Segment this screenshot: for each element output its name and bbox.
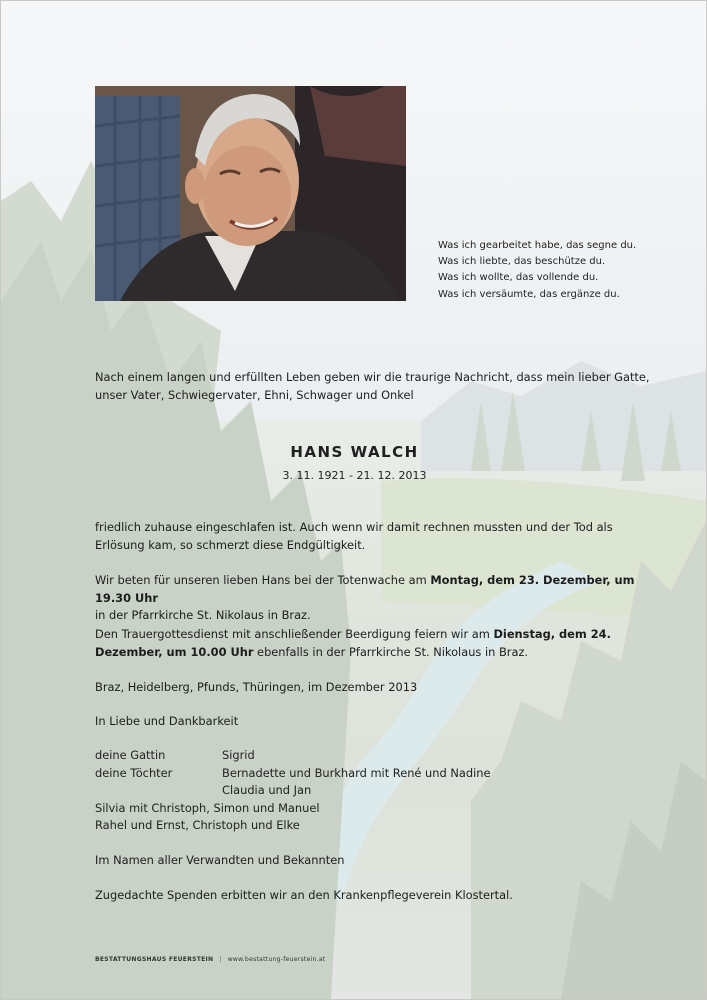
mourner-names: Sigrid <box>222 748 255 762</box>
mourner-label: deine Gattin <box>95 748 166 762</box>
portrait-illustration <box>95 86 406 301</box>
portrait-photo <box>95 86 406 301</box>
motto-verse <box>438 238 636 303</box>
relatives-line: Im Namen aller Verwandten und Bekannten <box>95 853 345 867</box>
mourner-row-wife <box>95 747 255 764</box>
mourner-names: Claudia und Jan <box>222 783 312 797</box>
funeral-text: Den Trauergottesdienst mit anschließender Beerdigung feiern wir am <box>95 627 494 641</box>
mourner-row-grandchildren-1: Silvia mit Christoph, Simon und Manuel <box>95 801 320 815</box>
motto-line: Was ich wollte, das vollende du. <box>438 272 599 284</box>
mourner-names: Bernadette und Burkhard mit René und Nadine <box>222 766 491 780</box>
wake-text: Wir beten für unseren lieben Hans bei der Totenwache am <box>95 573 431 587</box>
place-date: Braz, Heidelberg, Pfunds, Thüringen, im Dezember 2013 <box>95 680 418 694</box>
mourner-row-daughters <box>95 765 491 782</box>
funeral-location: ebenfalls in der Pfarrkirche St. Nikolaus in Braz. <box>253 644 529 659</box>
deceased-name: HANS WALCH <box>290 443 419 461</box>
donation-note: Zugedachte Spenden erbitten wir an den Krankenpflegeverein Klostertal. <box>95 888 513 902</box>
footer <box>95 956 325 963</box>
intro-paragraph: Nach einem langen und erfüllten Leben geben wir die traurige Nachricht, dass mein lieber Gatte, unser Vater, Schwiegervater, Ehni, Schwager und Onkel <box>95 370 650 402</box>
funeral-home-name: BESTATTUNGSHAUS FEUERSTEIN <box>95 956 214 963</box>
life-dates: 3. 11. 1921 - 21. 12. 2013 <box>282 469 427 482</box>
motto-line: Was ich liebte, das beschütze du. <box>438 256 606 268</box>
wake-date-time: Montag, dem 23. Dezember, um 19.30 Uhr <box>95 573 635 605</box>
motto-line: Was ich gearbeitet habe, das segne du. <box>438 240 637 251</box>
closing-line: In Liebe und Dankbarkeit <box>95 714 239 728</box>
wake-paragraph <box>95 572 655 625</box>
motto-line: Was ich versäumte, das ergänze du. <box>438 288 620 300</box>
footer-separator: | <box>219 956 222 963</box>
mourner-label: deine Töchter <box>95 766 173 780</box>
funeral-date-time: Dienstag, dem 24. Dezember, um 10.00 Uhr <box>95 627 611 659</box>
funeral-paragraph <box>95 626 655 661</box>
wake-location: in der Pfarrkirche St. Nikolaus in Braz. <box>95 608 311 622</box>
passing-paragraph: friedlich zuhause eingeschlafen ist. Auch wenn wir damit rechnen mussten und der Tod als Erlösung kam, so schmerzt diese Endgültigkeit. <box>95 520 613 552</box>
mourner-row-grandchildren-2: Rahel und Ernst, Christoph und Elke <box>95 818 300 832</box>
funeral-home-website[interactable]: www.bestattung-feuerstein.at <box>227 956 326 963</box>
